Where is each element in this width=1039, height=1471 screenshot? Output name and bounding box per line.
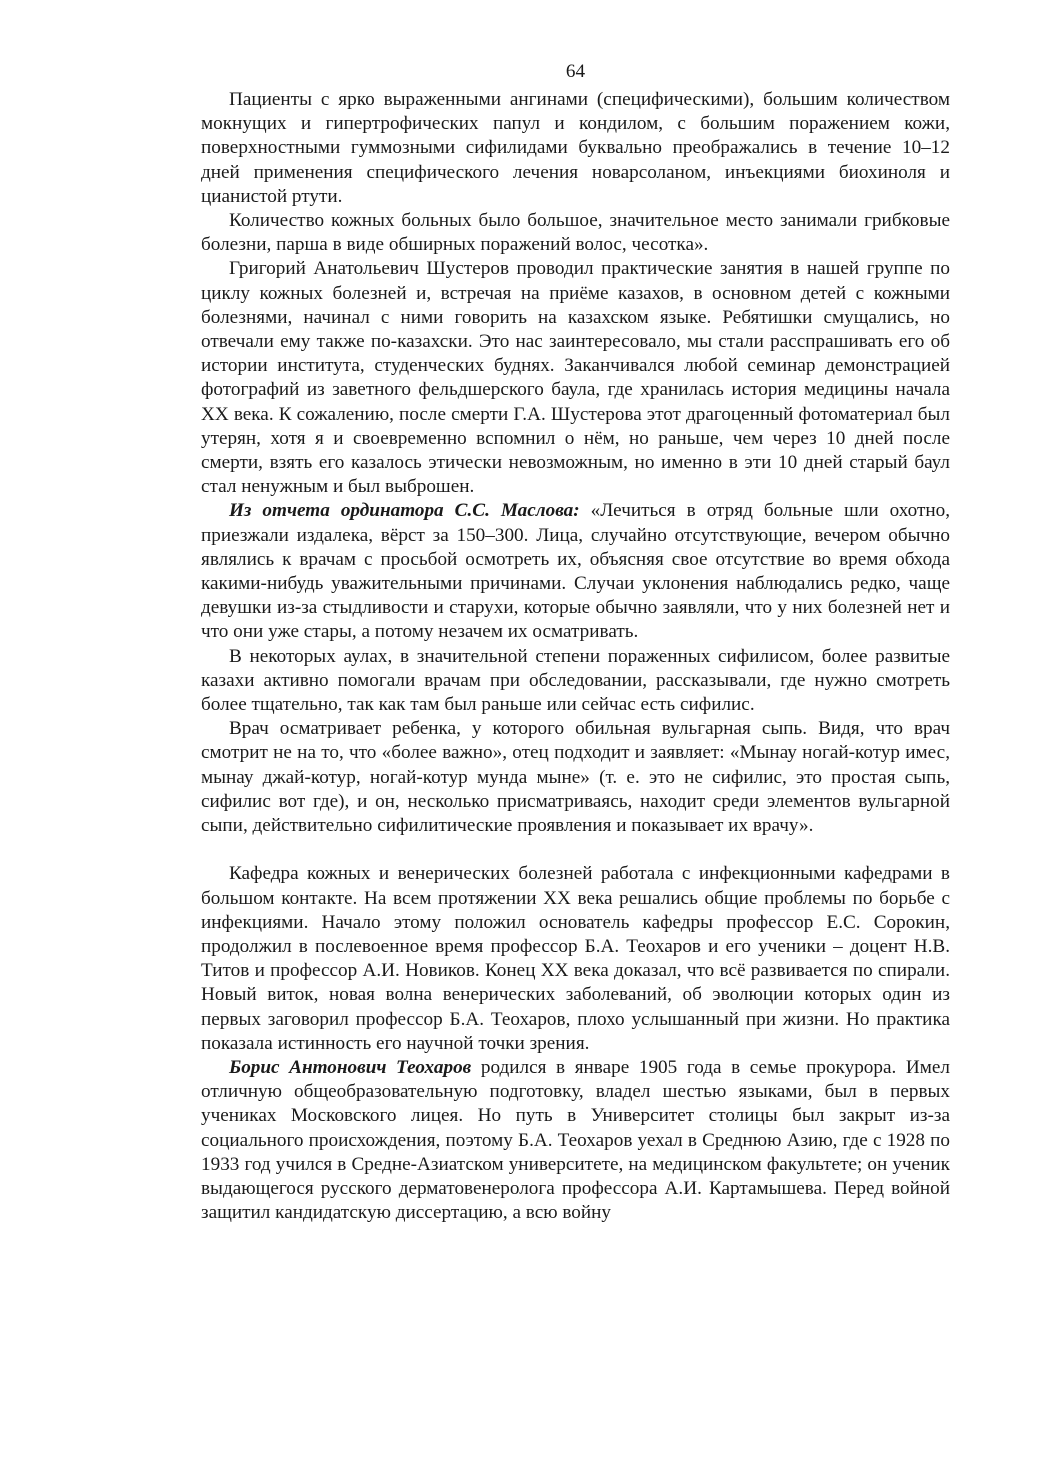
paragraph-department bbox=[201, 862, 950, 1056]
paragraph-text: В некоторых аулах, в значительной степени пораженных сифилисом, более развитые казахи активно помогали врачам при обследовании, рассказывали, где нужно смотреть более тщательно, так как там был раньше или сейчас есть сифилис. bbox=[201, 645, 950, 716]
paragraph-text: Количество кожных больных было большое, значительное место занимали грибковые болезни, парша в виде обширных поражений волос, чесотка». bbox=[201, 210, 950, 256]
paragraph-patients-recovery bbox=[201, 88, 950, 209]
paragraph-maslov-report bbox=[201, 499, 950, 644]
page-number: 64 bbox=[565, 61, 586, 82]
paragraph-text: Пациенты с ярко выраженными ангинами (специфическими), большим количеством мокнущих и гипертрофических папул и кондилом, с большим поражением кожи, поверхностными гуммозными сифилидами буквально преображались в течение 10–12 дней применения специфического лечения новарсоланом, инъекциями биохиноля и цианистой ртути. bbox=[201, 89, 950, 207]
paragraph-text: Кафедра кожных и венерических болезней работала с инфекционными кафедрами в большом контакте. На всем протяжении XX века решались общие проблемы по борьбе с инфекциями. Начало этому положил основатель кафедры профессор Е.С. Сорокин, продолжил в послевоенное время профессор Б.А. Теохаров и его ученики – доцент Н.В. Титов и профессор А.И. Новиков. Конец XX века доказал, что всё развивается по спирали. Новый виток, новая волна венерических заболеваний, об эволюции которых один из первых заговорил профессор Б.А. Теохаров, плохо услышанный при жизни. Но практика показала истинность его научной точки зрения. bbox=[201, 863, 950, 1054]
section-gap bbox=[201, 838, 950, 862]
paragraph-teokharov-bio bbox=[201, 1056, 950, 1225]
paragraph-text: родился в январе 1905 года в семье прокурора. Имел отличную общеобразовательную подготовку, владел шестью языками, был в первых учениках Московского лицея. Но путь в Университет столицы был закрыт из-за социального происхождения, поэтому Б.А. Теохаров уехал в Среднюю Азию, где с 1928 по 1933 год учился в Средне-Азиатском университете, на медицинском факультете; он ученик выдающегося русского дерматовенеролога профессора А.И. Картамышева. Перед войной защитил кандидатскую диссертацию, а всю войну bbox=[201, 1056, 950, 1224]
document-page bbox=[201, 60, 950, 1225]
paragraph-text: Григорий Анатольевич Шустеров проводил практические занятия в нашей группе по циклу кожных болезней и, встречая на приёме казахов, в основном детей с кожными болезнями, начинал с ними говорить на казахском языке. Ребятишки смущались, но отвечали ему также по-казахски. Это нас заинтересовало, мы стали расспрашивать его об истории института, студенческих буднях. Заканчивался любой семинар демонстрацией фотографий из заветного фельдшерского баула, где хранилась история медицины начала XX века. К сожалению, после смерти Г.А. Шустерова этот драгоценный фотоматериал был утерян, хотя я и своевременно вспомнил о нём, но раньше, чем через 10 дней после смерти, взять его казалось этически невозможным, но именно в эти 10 дней старый баул стал ненужным и был выброшен. bbox=[201, 258, 950, 498]
paragraph-lead-bold-italic: Борис Антонович Теохаров bbox=[229, 1056, 472, 1078]
paragraph-text: Врач осматривает ребенка, у которого обильная вульгарная сыпь. Видя, что врач смотрит не на то, что «более важно», отец подходит и заявляет: «Мынау ногай-котур имес, мынау джай-котур, ногай-котур мунда мыне» (т. е. это не сифилис, это простая сыпь, сифилис вот где), и он, несколько присматриваясь, находит среди элементов вульгарной сыпи, действительно сифилитические проявления и показывает их врачу». bbox=[201, 718, 950, 837]
paragraph-doctor-child bbox=[201, 717, 950, 838]
paragraph-lead-bold-italic: Из отчета ординатора С.С. Маслова: bbox=[229, 500, 580, 522]
paragraph-shusterov bbox=[201, 257, 950, 499]
paragraph-text: «Лечиться в отряд больные шли охотно, приезжали издалека, вёрст за 150–300. Лица, случайно отсутствующие, вечером обычно являлись к врачам с просьбой осмотреть их, объясняя свое отсутствие во время обхода какими-нибудь уважительными причинами. Случаи уклонения наблюдались редко, чаще девушки из-за стыдливости и старухи, которые обычно заявляли, что у них болезней нет и что они уже стары, а потому незачем их осматривать. bbox=[201, 500, 950, 643]
paragraph-auls bbox=[201, 645, 950, 718]
paragraph-skin-patients bbox=[201, 209, 950, 257]
